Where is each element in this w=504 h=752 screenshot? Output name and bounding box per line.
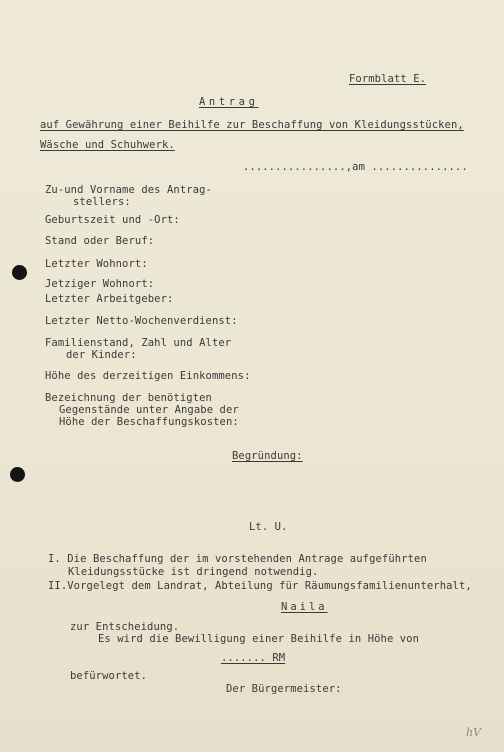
field-birth: Geburtszeit und -Ort: (45, 214, 180, 226)
field-net-earnings: Letzter Netto-Wochenverdienst: (45, 315, 238, 327)
grant-recommendation: Es wird die Bewilligung einer Beihilfe in Höhe von (98, 633, 420, 645)
statement-1-line-2: Kleidungsstücke ist dringend notwendig. (68, 566, 319, 578)
justification-heading: Begründung: (232, 450, 303, 462)
field-family-line-1: Familienstand, Zahl und Alter (45, 337, 232, 349)
mayor-signature-label: Der Bürgermeister: (226, 683, 342, 695)
form-number: Formblatt E. (349, 73, 427, 85)
field-name-line-1: Zu-und Vorname des Antrag- (45, 184, 212, 196)
endorsed: befürwortet. (70, 670, 148, 682)
field-occupation: Stand oder Beruf: (45, 235, 155, 247)
field-items-line-2: Gegenstände unter Angabe der (59, 404, 239, 416)
field-last-employer: Letzter Arbeitgeber: (45, 293, 174, 305)
field-current-residence: Jetziger Wohnort: (45, 278, 155, 290)
field-items-line-3: Höhe der Beschaffungskosten: (59, 416, 239, 428)
field-items-line-1: Bezeichnung der benötigten (45, 392, 212, 404)
document-title: Antrag (199, 96, 259, 108)
punch-hole-top (12, 265, 27, 280)
lt-u-label: Lt. U. (249, 521, 288, 533)
for-decision: zur Entscheidung. (70, 621, 180, 633)
document-subtitle-line-2: Wäsche und Schuhwerk. (40, 139, 175, 151)
document-subtitle-line-1: auf Gewährung einer Beihilfe zur Beschaffung von Kleidungsstücken, (40, 119, 464, 131)
field-name-line-2: stellers: (73, 196, 131, 208)
field-income: Höhe des derzeitigen Einkommens: (45, 370, 251, 382)
field-family-line-2: der Kinder: (66, 349, 137, 361)
place-naila: Naila (281, 601, 328, 613)
amount-rm: ....... RM (221, 652, 286, 664)
pencil-mark: hV (466, 726, 482, 739)
date-line: ................,am ............... (243, 161, 468, 173)
punch-hole-bottom (10, 467, 25, 482)
field-last-residence: Letzter Wohnort: (45, 258, 148, 270)
statement-2: II.Vorgelegt dem Landrat, Abteilung für Räumungsfamilienunterhalt, (48, 580, 472, 592)
statement-1-line-1: I. Die Beschaffung der im vorstehenden Antrage aufgeführten (48, 553, 427, 565)
